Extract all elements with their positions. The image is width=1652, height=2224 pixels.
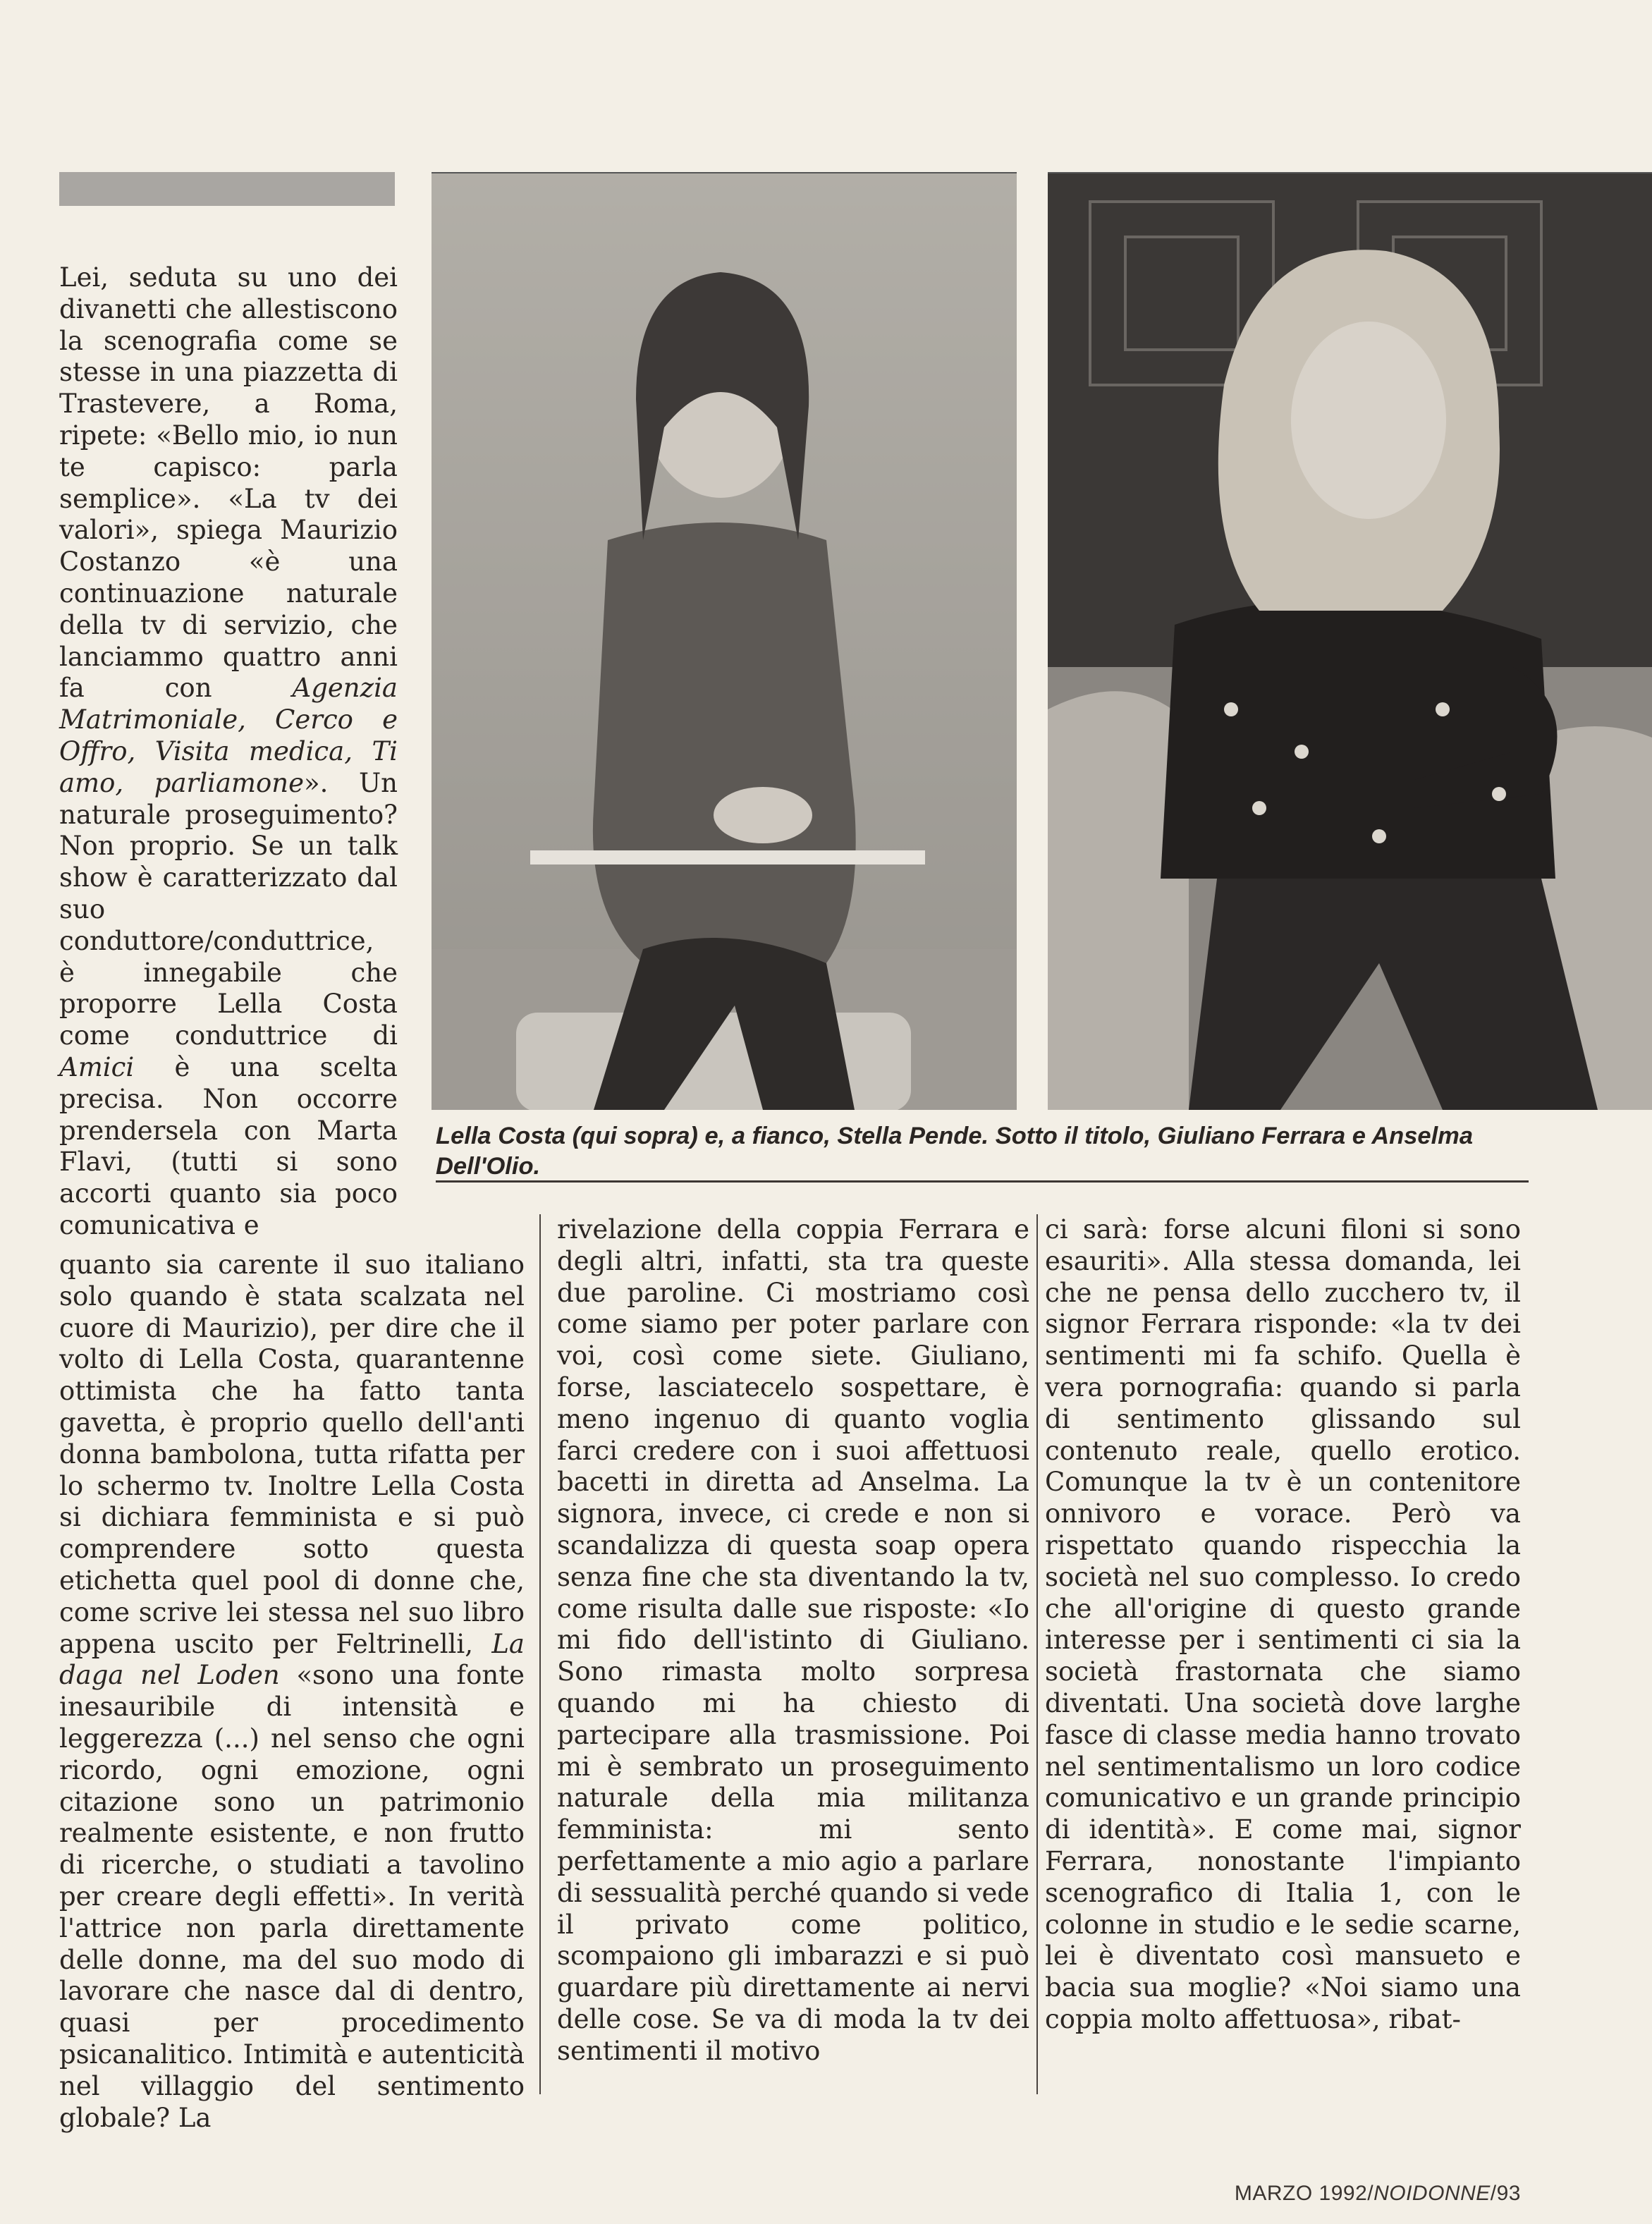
- text-run: è una scelta precisa. Non occorre prendersela con Marta Flavi, (tutti si sono accorti quanto sia poco comunicativa e: [59, 1051, 398, 1240]
- page-footer: [1235, 2182, 1521, 2206]
- article-column-left: [59, 262, 398, 1242]
- photo-stella-pende-image: [1048, 173, 1652, 1110]
- article-column-right: [1045, 1214, 1521, 2036]
- article-paragraph: [59, 1250, 525, 2134]
- text-run: Lei, seduta su uno dei divanetti che allestiscono la scenografia come se stesse in una piazzetta di Trastevere, a Roma, ripete: «Bello mio, io nun te capisco: parla semplice». «La tv dei valori», spiega Maurizio Costanzo «è una continuazione naturale della tv di servizio, che lanciammo quattro anni fa con: [59, 262, 398, 704]
- photo-lella-costa: [432, 172, 1017, 1110]
- italic-text-run: Amici: [59, 1051, 135, 1082]
- section-header-bar: [59, 172, 395, 206]
- photo-caption: Lella Costa (qui sopra) e, a fianco, Stella Pende. Sotto il titolo, Giuliano Ferrara e Anselma Dell'Olio.: [436, 1123, 1474, 1180]
- article-paragraph: ci sarà: forse alcuni filoni si sono esauriti». Alla stessa domanda, lei che ne pensa dello zucchero tv, il signor Ferrara risponde: «la tv dei sentimenti mi fa schifo. Quella è vera pornografia: quando si parla di sentimento glissando sul contenuto reale, quello erotico. Comunque la tv è un contenitore onnivoro e vorace. Però va rispettato quando rispecchia la società nel suo complesso. Io credo che all'origine di questo grande interesse per i sentimenti ci sia la società frastornata che siamo diventati. Una società dove larghe fasce di classe media hanno trovato nel sentimentalismo un loro codice comunicativo e un grande principio di identità». E come mai, signor Ferrara, nonostante l'impianto scenografico di Italia 1, con le colonne in studio e le sedie scarne, lei è diventato così mansueto e bacia sua moglie? «Noi siamo una coppia molto affettuosa», ribat-: [1045, 1214, 1521, 2034]
- text-run: ». Un naturale proseguimento? Non proprio. Se un talk show è caratterizzato dal suo conduttore/conduttrice, è innegabile che proporre Lella Costa come conduttrice di: [59, 767, 398, 1051]
- article-column-middle: [557, 1214, 1029, 2067]
- column-divider: [1036, 1214, 1038, 2094]
- article-paragraph: rivelazione della coppia Ferrara e degli altri, infatti, sta tra queste due paroline. Ci mostriamo così come siamo per poter parlare con voi, così come siete. Giuliano, forse, lasciatecelo sospettare, è meno ingenuo di quanto voglia farci credere con i suoi affettuosi bacetti in diretta ad Anselma. La signora, invece, ci crede e non si scandalizza di questa soap opera senza fine che sta diventando la tv, come risulta dalle sue risposte: «Io mi fido dell'istinto di Giuliano. Sono rimasta molto sorpresa quando mi ha chiesto di partecipare alla trasmissione. Poi mi è sembrato un proseguimento naturale della mia militanza femminista: mi sento perfettamente a mio agio a parlare di sessualità perché quando si vede il privato come politico, scompaiono gli imbarazzi e si può guardare più direttamente ai nervi delle cose. Se va di moda la tv dei sentimenti il motivo: [557, 1214, 1029, 2066]
- caption-divider: [436, 1180, 1529, 1183]
- photo-lella-costa-image: [432, 173, 1017, 1110]
- footer-page-number: /93: [1490, 2182, 1521, 2205]
- column-divider: [539, 1214, 541, 2094]
- photo-stella-pende: [1048, 172, 1652, 1110]
- footer-magazine: NOIDONNE: [1373, 2182, 1491, 2205]
- text-run: «sono una fonte inesauribile di intensità e leggerezza (...) nel senso che ogni ricordo, ogni emozione, ogni citazione sono un patrimonio realmente esistente, e non frutto di ricerche, o studiati a tavolino per creare degli effetti». In verità l'attrice non parla direttamente delle donne, ma del suo modo di lavorare che nasce dal di dentro, quasi per procedimento psicanalitico. Intimità e autenticità nel villaggio del sentimento globale? La: [59, 1660, 525, 2133]
- text-run: quanto sia carente il suo italiano solo quando è stata scalzata nel cuore di Maurizio), per dire che il volto di Lella Costa, quarantenne ottimista che ha fatto tanta gavetta, è proprio quello dell'anti donna bambolona, tutta rifatta per lo schermo tv. Inoltre Lella Costa si dichiara femminista e si può comprendere sotto questa etichetta quel pool di donne che, come scrive lei stessa nel suo libro appena uscito per Feltrinelli,: [59, 1250, 525, 1659]
- footer-date: MARZO 1992/: [1234, 2182, 1374, 2205]
- article-paragraph: [59, 262, 398, 1242]
- article-column-left-lower: [59, 1250, 525, 2134]
- italic-text-run: Agenzia Matrimoniale, Cerco e Offro, Visita medica, Ti amo, parliamone: [59, 673, 398, 798]
- italic-text-run: La daga nel Loden: [59, 1628, 525, 1691]
